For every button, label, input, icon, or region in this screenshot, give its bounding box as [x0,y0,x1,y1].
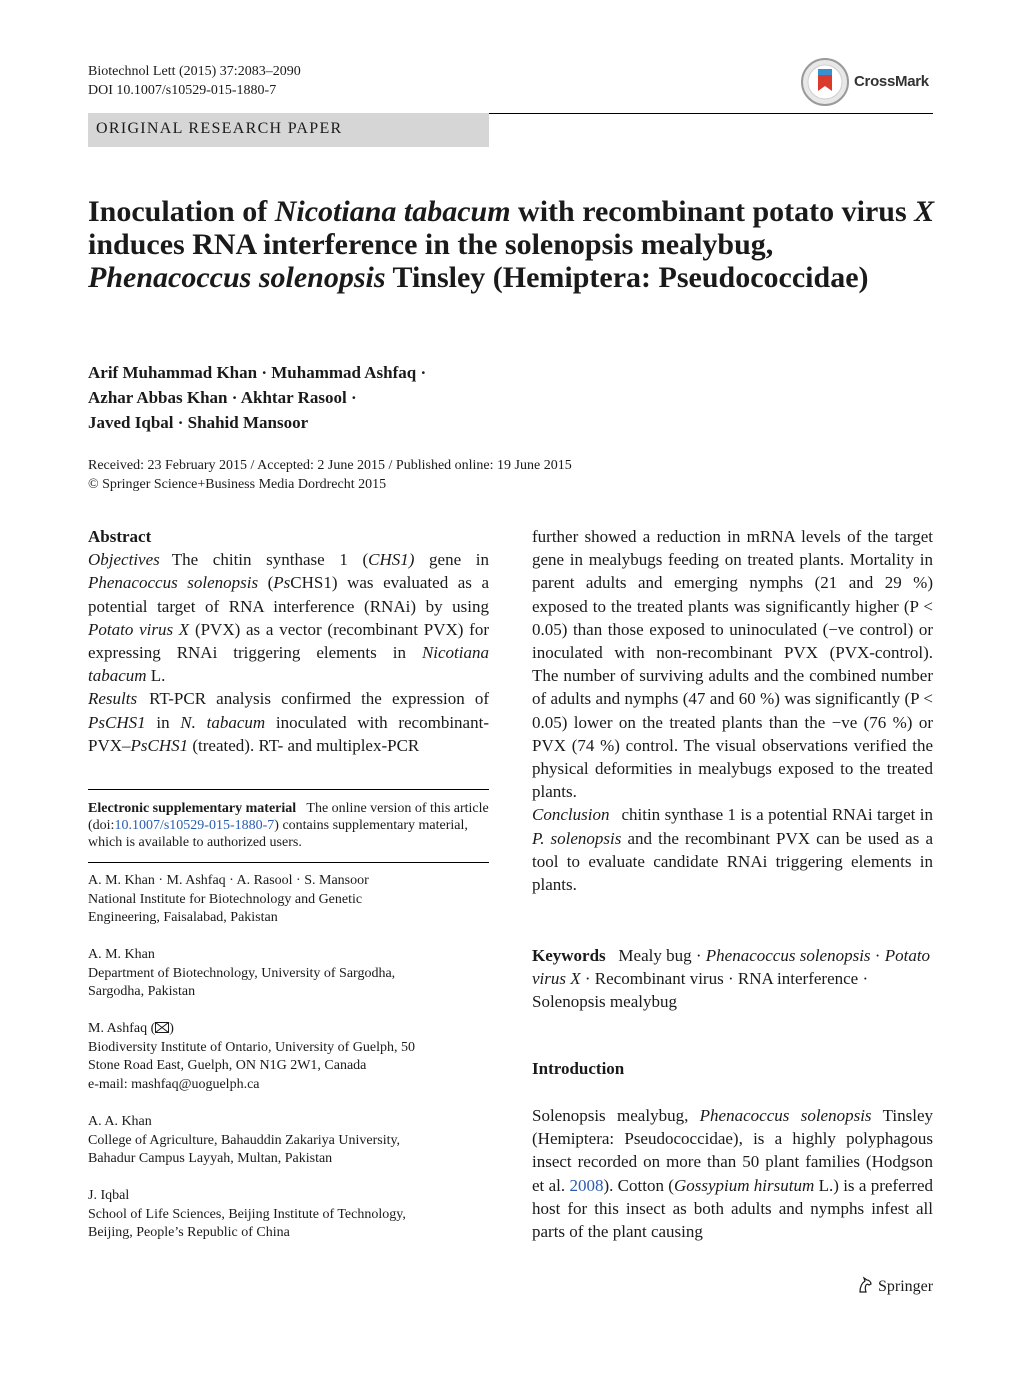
conclusion-label: Conclusion [532,805,610,825]
publication-dates [88,456,572,494]
article-type-banner [88,113,489,147]
abstract-heading: Abstract [88,527,152,546]
crossmark-badge[interactable] [800,57,940,107]
author-line: Azhar Abbas Khan · Akhtar Rasool · [88,388,357,407]
affiliation-block: J. Iqbal School of Life Sciences, Beijing Institute of Technology, Beijing, People’s Republic of China [88,1188,406,1240]
author-list [88,360,426,435]
esm-label: Electronic supplementary material [88,801,297,816]
corresponding-email[interactable]: e-mail: mashfaq@uoguelph.ca [88,1076,260,1092]
doi: DOI 10.1007/s10529-015-1880-7 [88,83,277,98]
article-title: Inoculation of Nicotiana tabacum with recombinant potato virus X induces RNA interference in the solenopsis mealybug, Phenacoccus solenopsis Tinsley (Hemiptera: Pseudococcidae) [88,195,935,294]
journal-info [88,62,301,100]
crossmark-label: CrossMark [854,73,929,90]
abstract-right [532,525,933,896]
affiliation-block: M. Ashfaq ( ) Biodiversity Institute of Ontario, University of Guelph, 50 Stone Road East, Guelph, ON N1G 2W1, Canada e-mail: mashfaq@uoguelph.ca [88,1020,489,1094]
objectives-label: Objectives [88,550,160,570]
affiliation-block: A. M. Khan Department of Biotechnology, University of Sargodha, Sargodha, Pakistan [88,947,396,999]
esm-doi-link[interactable]: 10.1007/s10529-015-1880-7 [114,818,275,833]
affiliation-block: A. M. Khan · M. Ashfaq · A. Rasool · S. Mansoor National Institute for Biotechnology and Genetic Engineering, Faisalabad, Pakistan [88,873,369,925]
envelope-icon [155,1022,169,1033]
publisher-logo [856,1276,933,1296]
springer-horse-icon [856,1276,874,1294]
author-line: Javed Iqbal · Shahid Mansoor [88,413,309,432]
esm-note: Electronic supplementary material The online version of this article (doi:10.1007/s10529-015-1880-7) contains supplementary material, which is available to authorized users. [88,801,489,850]
publisher-name: Springer [878,1278,934,1295]
footnote-rule [88,789,489,790]
introduction-heading: Introduction [532,1059,625,1078]
introduction-section [532,1057,933,1080]
reference-link[interactable]: 2008 [569,1175,604,1195]
crossmark-icon [800,57,850,107]
history-line: Received: 23 February 2015 / Accepted: 2 June 2015 / Published online: 19 June 2015 [88,458,572,473]
abstract-results: Results RT-PCR analysis confirmed the expression of PsCHS1 in N. tabacum inoculated with recombinant-PVX–PsCHS1 (treated). RT- and multiplex-PCR [88,689,489,755]
keywords-label: Keywords [532,946,606,965]
abstract-left [88,525,489,757]
abstract-conclusion: Conclusion chitin synthase 1 is a potential RNAi target in P. solenopsis and the recombinant PVX can be used as a tool to evaluate candidate RNAi triggering elements in plants. [532,805,933,895]
affiliation-rule [88,862,489,863]
article-type-label: ORIGINAL RESEARCH PAPER [96,120,343,137]
affiliation-block: A. A. Khan College of Agriculture, Bahauddin Zakariya University, Bahadur Campus Layyah, Multan, Pakistan [88,1114,401,1166]
abstract-objectives: Objectives The chitin synthase 1 (CHS1) gene in Phenacoccus solenopsis (PsCHS1) was evaluated as a potential target of RNA interference (RNAi) by using Potato virus X (PVX) as a vector (recombinant PVX) for expressing RNAi triggering elements in Nicotiana tabacum L. [88,550,489,686]
abstract-results-continued: further showed a reduction in mRNA levels of the target gene in mealybugs feeding on treated plants. Mortality in parent adults and emerging nymphs (21 and 29 %) exposed to the treated plants was significantly higher (P < 0.05) than those exposed to uninoculated (−ve control) or inoculated with non-recombinant PVX (PVX-control). The number of surviving adults and the combined number of adults and nymphs (47 and 60 %) was significantly (P < 0.05) lower on the treated plants than the −ve (76 %) or PVX (74 %) control. The visual observations verified the physical deformities in mealybugs exposed to the treated plants. [532,527,933,802]
results-label: Results [88,689,138,709]
introduction-text: Solenopsis mealybug, Phenacoccus solenopsis Tinsley (Hemiptera: Pseudococcidae), is a highly polyphagous insect recorded on more than 50 plant families (Hodgson et al. 2008). Cotton (Gossypium hirsutum L.) is a preferred host for this insect as both adults and nymphs infest all parts of the plant causing [532,1106,933,1242]
journal-citation: Biotechnol Lett (2015) 37:2083–2090 [88,64,301,79]
author-line: Arif Muhammad Khan · Muhammad Ashfaq · [88,363,427,382]
keywords: Keywords Mealy bug · Phenacoccus solenopsis · Potato virus X · Recombinant virus · RNA interference · Solenopsis mealybug [532,946,931,1012]
copyright-line: © Springer Science+Business Media Dordrecht 2015 [88,477,387,492]
